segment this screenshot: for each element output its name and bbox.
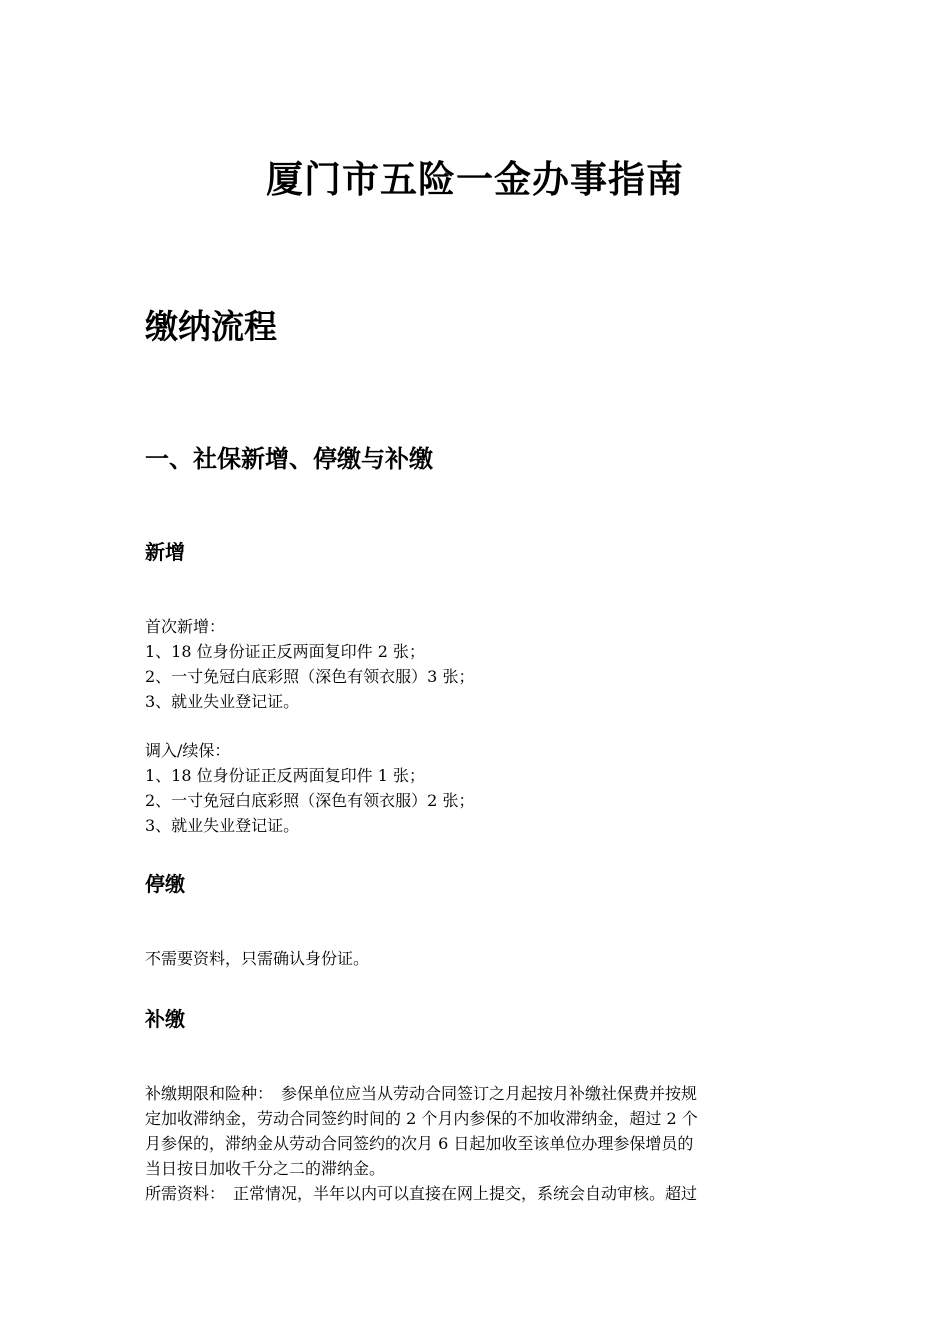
tingjiao-text: 不需要资料，只需确认身份证。: [145, 949, 370, 968]
paragraph-line: 定加收滞纳金，劳动合同签约时间的 2 个月内参保的不加收滞纳金，超过 2 个: [145, 1109, 698, 1128]
list-item: 1、18 位身份证正反两面复印件 2 张；: [145, 642, 425, 661]
materials-line: 所需资料： 正常情况，半年以内可以直接在网上提交，系统会自动审核。超过: [145, 1184, 698, 1203]
list-item: 3、就业失业登记证。: [145, 692, 300, 711]
tingjiao-text-block: [145, 946, 810, 971]
subsection-heading: 一、社保新增、停缴与补缴: [145, 445, 433, 473]
first-time-materials: [145, 614, 810, 714]
section-heading: 缴纳流程: [145, 307, 277, 346]
list-item: 2、一寸免冠白底彩照（深色有领衣服）2 张；: [145, 791, 475, 810]
paragraph-line: 当日按日加收千分之二的滞纳金。: [145, 1159, 386, 1178]
xinzeng-heading: 新增: [145, 540, 185, 564]
bujiao-period-paragraph: [145, 1081, 810, 1206]
document-title: 厦门市五险一金办事指南: [266, 158, 684, 201]
first-time-label: 首次新增：: [145, 617, 226, 636]
bujiao-heading: 补缴: [145, 1007, 185, 1031]
paragraph-line: 补缴期限和险种： 参保单位应当从劳动合同签订之月起按月补缴社保费并按规: [145, 1084, 698, 1103]
tingjiao-heading: 停缴: [145, 872, 185, 896]
transfer-label: 调入/续保：: [145, 741, 231, 760]
list-item: 2、一寸免冠白底彩照（深色有领衣服）3 张；: [145, 667, 475, 686]
list-item: 1、18 位身份证正反两面复印件 1 张；: [145, 766, 425, 785]
paragraph-line: 月参保的，滞纳金从劳动合同签约的次月 6 日起加收至该单位办理参保增员的: [145, 1134, 694, 1153]
list-item: 3、就业失业登记证。: [145, 816, 300, 835]
transfer-materials: [145, 738, 810, 838]
